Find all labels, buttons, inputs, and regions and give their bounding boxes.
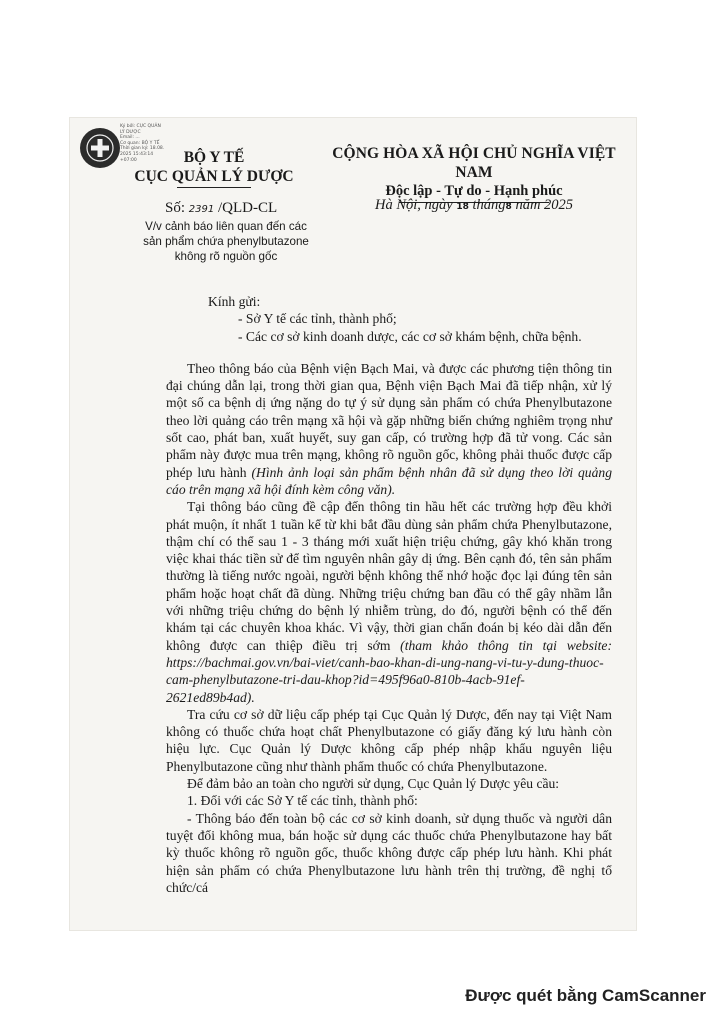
place-date: Hà Nội, ngày 18 tháng8 năm 2025 <box>375 197 574 213</box>
national-slogan: Độc lập - Tự do - Hạnh phúc <box>385 183 563 199</box>
paragraph-6: - Thông báo đến toàn bộ các cơ sở kinh doanh, sử dụng thuốc và người dân tuyệt đối không mua, bán hoặc sử dụng các thuốc chứa Phenylbutazone hay bất kỳ thuốc không rõ nguồn gốc, thuốc không được cấp phép lưu hành. Khi phát hiện sản phẩm có chứa Phenylbutazone lưu hành trên thị trường, đề nghị tổ chức/cá <box>166 810 612 895</box>
reference-link: (tham khảo thông tin tại website: https://bachmai.gov.vn/bai-viet/canh-bao-khan-di-ung-nang-vi-tu-y-dung-thuoc-cam-phenylbutazone-tri-dau-khop?id=495f96a0-810b-4acb-91ef-2621ed89b4ad). <box>166 637 612 705</box>
document-page <box>70 118 636 930</box>
ministry-name: BỘ Y TẾ <box>183 149 245 166</box>
salutation: Kính gửi: <box>208 294 261 309</box>
document-body <box>166 290 612 896</box>
paragraph-1-note: (Hình ảnh loại sản phẩm bệnh nhân đã sử dụng theo lời quảng cáo trên mạng xã hội đính kèm công văn). <box>166 464 612 497</box>
agency-underline <box>177 187 251 188</box>
paragraph-4: Để đảm bảo an toàn cho người sử dụng, Cục Quản lý Dược yêu cầu: <box>187 776 560 792</box>
paragraph-2: Tại thông báo cũng đề cập đến thông tin hầu hết các trường hợp đều khởi phát muộn, ít nhất 1 tuần kể từ khi bắt đầu dùng sản phẩm chứa Phenylbutazone, thậm chí có thể sau 1 - 3 tháng mới xuất hiện triệu chứng, gây khó khăn trong việc khai thác tiền sử để tìm nguyên nhân gây dị ứng. Bên cạnh đó, tên sản phẩm thường là tiếng nước ngoài, người bệnh không thể nhớ hoặc đọc lại đúng tên sản phẩm hoặc hoạt chất đã dùng. Những triệu chứng ban đầu có thể gây nhầm lẫn với những triệu chứng do bệnh lý nhiễm trùng, do đó, người bệnh có thể đến khám tại các chuyên khoa khác. Vì vậy, thời gian chẩn đoán bị kéo dài dẫn đến không được can thiệp điều trị sớm (tham khảo thông tin tại website: https://bachmai.gov.vn/bai-viet/canh-bao-khan-di-ung-nang-vi-tu-y-dung-thuoc-cam-phenylbutazone-tri-dau-khop?id=495f96a0-810b-4acb-91ef-2621ed89b4ad). <box>166 499 612 705</box>
recipient-line: - Sở Y tế các tỉnh, thành phố; <box>238 311 397 327</box>
section-heading: 1. Đối với các Sở Y tế các tỉnh, thành phố: <box>187 793 418 809</box>
national-motto <box>314 144 634 203</box>
day-value: 18 <box>456 202 469 212</box>
emblem-seal <box>80 128 120 168</box>
issuing-agency <box>124 148 304 188</box>
department-name: CỤC QUẢN LÝ DƯỢC <box>134 168 294 185</box>
paragraph-1: Theo thông báo của Bệnh viện Bạch Mai, và được các phương tiện thông tin đại chúng dẫn lại, trong thời gian qua, Bệnh viện Bạch Mai đã tiếp nhận, xử lý một số ca bệnh dị ứng nặng do tự ý sử dụng sản phẩm có chứa Phenylbutazone theo lời quảng cáo trên mạng xã hội và gặp những biến chứng nghiêm trọng như sốt cao, phát ban, xuất huyết, suy gan cấp, có trường hợp đã tử vong. Các sản phẩm này được mua trên mạng, không rõ nguồn gốc, không phải thuốc được cấp phép lưu hành (Hình ảnh loại sản phẩm bệnh nhân đã sử dụng theo lời quảng cáo trên mạng xã hội đính kèm công văn). <box>166 360 612 497</box>
nation-name: CỘNG HÒA XÃ HỘI CHỦ NGHĨA VIỆT NAM <box>332 145 616 181</box>
document-subject: V/v cảnh báo liên quan đến các sản phẩm chứa phenylbutazone không rõ nguồn gốc <box>143 220 309 263</box>
paragraph-3: Tra cứu cơ sở dữ liệu cấp phép tại Cục Quản lý Dược, đến nay tại Việt Nam không có thuốc chứa hoạt chất Phenylbutazone có giấy đăng ký lưu hành còn hiệu lực. Cục Quản lý Dược không cấp phép nhập khẩu nguyên liệu Phenylbutazone cũng như thành phẩm thuốc có chứa Phenylbutazone. <box>166 706 612 774</box>
document-number: Số: 2391 /QLD-CL <box>165 200 278 216</box>
month-value: 8 <box>505 202 512 212</box>
scanner-watermark: Được quét bằng CamScanner <box>465 986 706 1005</box>
recipient-line: - Các cơ sở kinh doanh dược, các cơ sở khám bệnh, chữa bệnh. <box>238 328 582 344</box>
cross-emblem-icon <box>85 133 115 163</box>
digital-signature-info: Ký bởi: CỤC QUẢN LÝ DƯỢC Email: ... Cơ quan: BỘ Y TẾ Thời gian ký: 18.08. 2025 15:43:14 +07:00 <box>120 124 165 163</box>
document-number-value: 2391 <box>188 204 215 215</box>
